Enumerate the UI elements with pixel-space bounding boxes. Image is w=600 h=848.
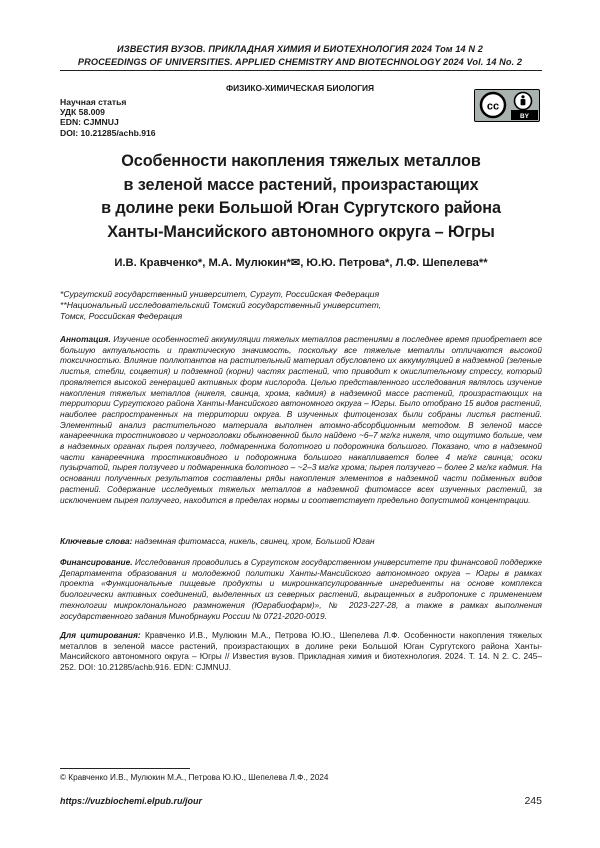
keywords-label: Ключевые слова: <box>60 536 133 546</box>
title-line-4: Ханты-Мансийского автономного округа – Югры <box>107 222 495 241</box>
affiliation-2: **Национальный исследовательский Томский государственный университет, <box>60 300 382 310</box>
funding <box>60 557 542 621</box>
header-divider <box>60 70 542 71</box>
abstract-label: Аннотация. <box>60 334 111 344</box>
keywords <box>60 536 542 547</box>
footnote-divider <box>60 768 190 769</box>
citation <box>60 630 542 673</box>
journal-header-ru: ИЗВЕСТИЯ ВУЗОВ. ПРИКЛАДНАЯ ХИМИЯ И БИОТЕХНОЛОГИЯ 2024 Том 14 N 2 <box>116 44 483 54</box>
by-text: BY <box>519 113 530 120</box>
title-line-1: Особенности накопления тяжелых металлов <box>121 152 481 170</box>
journal-header-en: PROCEEDINGS OF UNIVERSITIES. APPLIED CHEMISTRY AND BIOTECHNOLOGY 2024 Vol. 14 No. 2 <box>77 57 523 67</box>
section-heading: ФИЗИКО-ХИМИЧЕСКАЯ БИОЛОГИЯ <box>226 83 374 93</box>
cc-by-license-badge[interactable] <box>474 89 540 122</box>
copyright: © Кравченко И.В., Мулюкин М.А., Петрова Ю.Ю., Шепелева Л.Ф., 2024 <box>60 773 329 782</box>
cc-icon <box>475 90 538 120</box>
cc-text: cc <box>486 100 500 113</box>
keywords-text: надземная фитомасса, никель, свинец, хром, Большой Юган <box>134 536 375 546</box>
doi-link[interactable]: DOI: 10.21285/achb.916 <box>60 127 156 138</box>
affiliation-2-cont: Томск, Российская Федерация <box>60 311 183 321</box>
title-line-3: в долине реки Большой Юган Сургутского района <box>101 199 501 217</box>
citation-label: Для цитирования: <box>60 630 141 640</box>
page-number: 245 <box>524 795 542 807</box>
abstract <box>60 334 542 505</box>
author-list: И.В. Кравченко*, М.А. Мулюкин*✉, Ю.Ю. Петрова*, Л.Ф. Шепелева** <box>114 257 488 269</box>
funding-label: Финансирование. <box>60 557 133 567</box>
udc-code: УДК 58.009 <box>60 107 105 118</box>
funding-text: Исследования проводились в Сургутском государственном университете при финансовой поддержке Департамента образования и молодежной политики Ханты-Мансийского автономного округа – Югры в рамках проекта «Функциональные пищевые продукты и микроинкапсулированные ингредиенты на основе комплекса биологически активных соединений, выделенных из северных растений, выращенных в гидропонике с применением технологии микроклонального размножения (Юграбиофарм)», № 2023-227-28, а также в рамках выполнения государственного задания Минобрнауки России № 0721-2020-0019. <box>60 557 542 621</box>
article-meta <box>60 97 156 138</box>
article-type: Научная статья <box>60 97 127 107</box>
article-title <box>60 150 542 244</box>
affiliation-1: *Сургутский государственный университет, Сургут, Российская Федерация <box>60 289 380 299</box>
citation-text: Кравченко И.В., Мулюкин М.А., Петрова Ю.Ю., Шепелева Л.Ф. Особенности накопления тяжелых металлов в зеленой массе растений, произрастающих в долине реки Большой Юган Сургутского района Ханты-Мансийского автономного округа – Югры // Известия вузов. Прикладная химия и биотехнология. 2024. Т. 14. N 2. С. 245–252. DOI: 10.21285/achb.916. EDN: CJMNUJ. <box>60 630 542 673</box>
abstract-text: Изучение особенностей аккумуляции тяжелых металлов растениями в последнее время приобретает все большую актуальность и практическую значимость, поскольку все тяжелые металлы отличаются высокой токсичностью. Влияние поллютантов на растительный материал обусловлено их аккумуляцией в надземной (зеленые листья, стебли, соцветия) и подземной (корни) частях растений, что приводит к окислительному стрессу, который проявляется высокой генерацией активных форм кислорода. Целью представленного исследования являлось изучение накопления тяжелых металлов (никеля, свинца, хрома, кадмия) в надземной массе растений, произрастающих на территории Сургутского района Ханты-Мансийского автономного округа – Югры. Было отобрано 15 видов растений, наиболее распространенных на территории округа. В изученных фитоценозах были собраны листья растений. Элементный анализ растительного материала выполнен атомно-абсорбционным методом. В зеленой массе канареечника тростникового и черноголовки обыкновенной было найдено ~6–7 мг/кг никеля, что ощутимо больше, чем в надземных органах пырея ползучего, подмаренника болотного и подорожника большого. Показано, что в надземной части канареечника тростниковидного и подорожника большого накапливается более 4 мг/кг свинца; осоки пузырчатой, пырея ползучего и подмаренника болотного – ~2–3 мг/кг хрома; пырея ползучего – более 2 мг/кг кадмия. На основании полученных результатов составлены ряды накопления элементов в надземной части пойменных видов растений. Содержание исследуемых тяжелых металлов в надземной фитомассе всех изученных растений, за исключением пырея ползучего, находится в пределах нормы и соответствует предельно допустимой концентрации. <box>60 334 543 505</box>
title-line-2: в зеленой массе растений, произрастающих <box>123 175 479 194</box>
affiliations <box>60 289 381 322</box>
journal-url-link[interactable]: https://vuzbiochemi.elpub.ru/jour <box>60 796 203 806</box>
by-person-icon <box>515 93 532 110</box>
edn-code: EDN: CJMNUJ <box>60 117 119 128</box>
